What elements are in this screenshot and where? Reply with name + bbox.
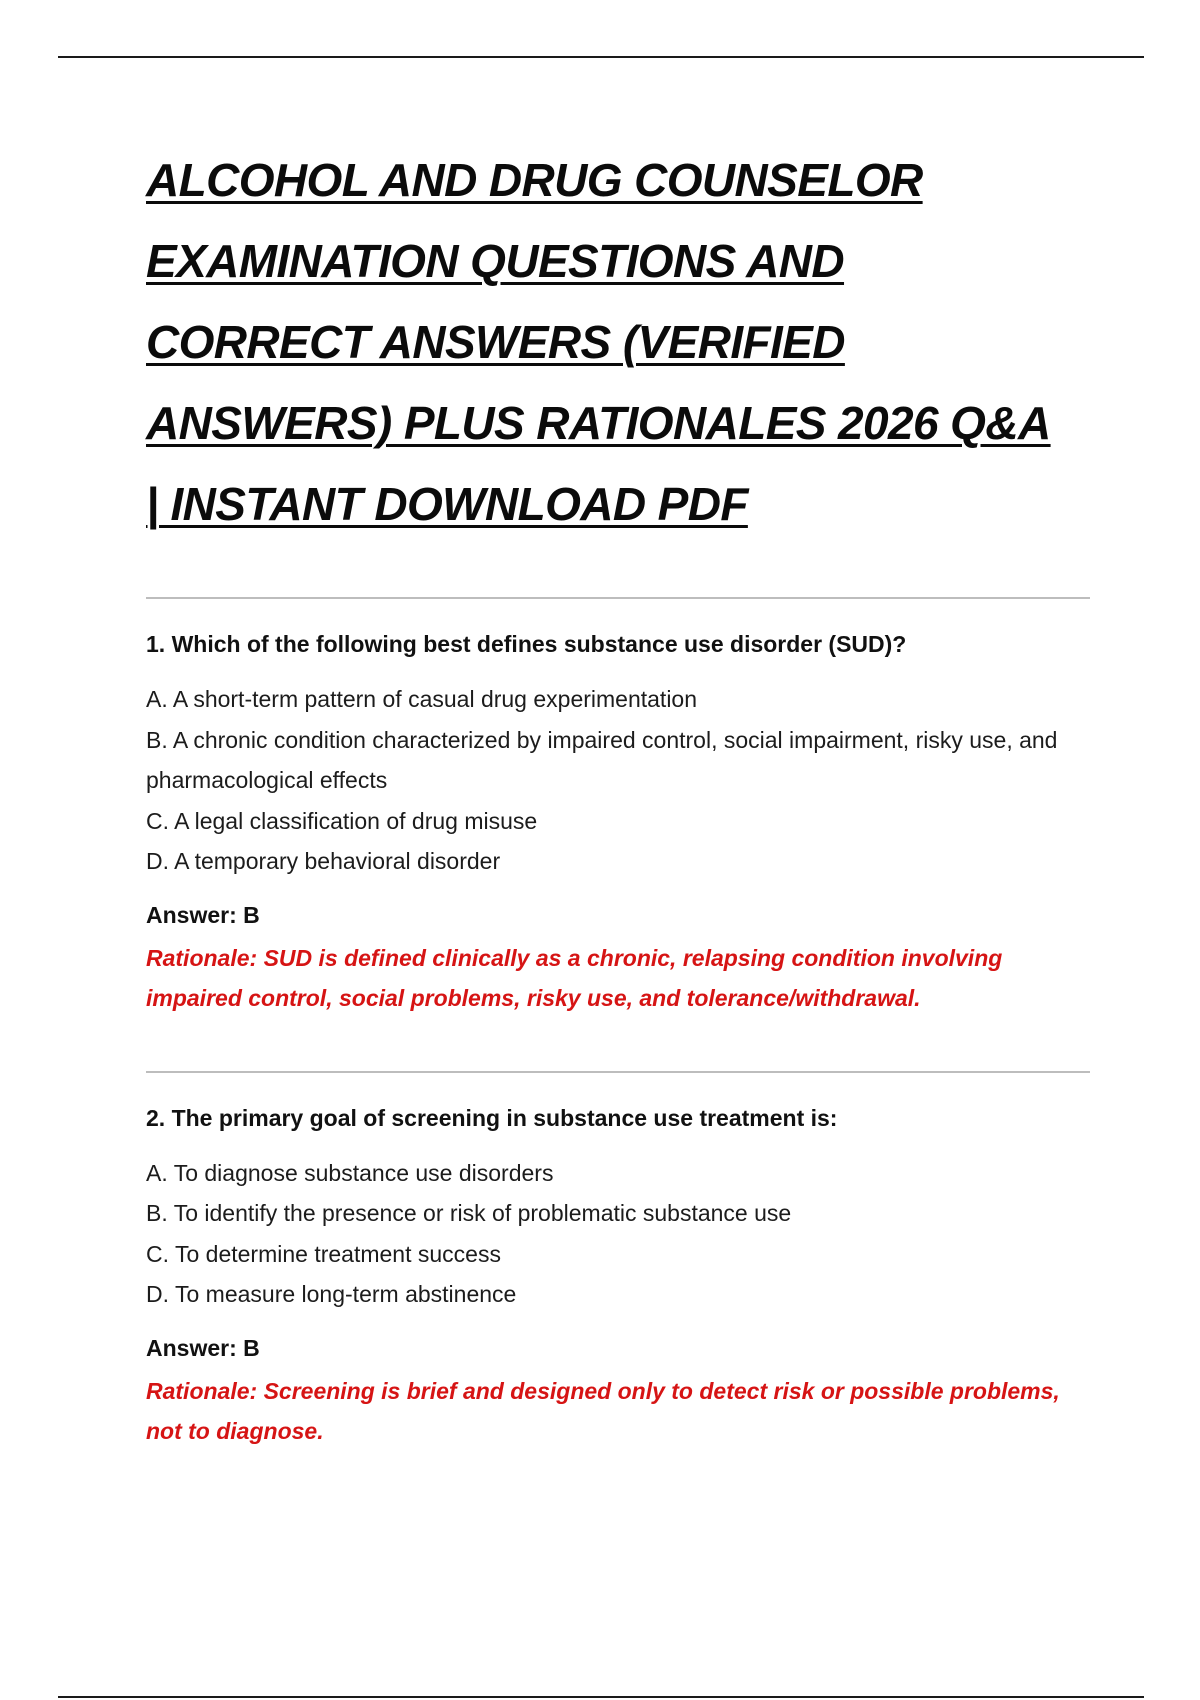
correct-answer: Answer: B <box>146 1334 260 1361</box>
answer-option-a: A. A short-term pattern of casual drug experimentation <box>146 686 698 712</box>
title-line: | INSTANT DOWNLOAD PDF <box>146 478 748 530</box>
question-text: 2. The primary goal of screening in substance use treatment is: <box>146 1104 838 1131</box>
answer-option-b: B. A chronic condition characterized by impaired control, social impairment, risky use, and pharmacological effects <box>146 726 1058 793</box>
answer-option-c: C. A legal classification of drug misuse <box>146 807 538 834</box>
page-bottom-rule <box>58 1696 1144 1698</box>
question-text: 1. Which of the following best defines substance use disorder (SUD)? <box>146 631 907 657</box>
rationale-text: Rationale: SUD is defined clinically as a chronic, relapsing condition involving impaired control, social problems, risky use, and tolerance/withdrawal. <box>146 944 1003 1011</box>
question-block-2 <box>146 1103 1090 1452</box>
correct-answer: Answer: B <box>146 901 260 928</box>
answer-option-d: D. To measure long-term abstinence <box>146 1281 517 1307</box>
answer-option-b: B. To identify the presence or risk of problematic substance use <box>146 1200 792 1226</box>
title-line: EXAMINATION QUESTIONS AND <box>146 235 845 287</box>
answer-option-c: C. To determine treatment success <box>146 1240 501 1267</box>
title-line: ANSWERS) PLUS RATIONALES 2026 Q&A <box>146 397 1051 449</box>
document-body <box>146 140 1090 1452</box>
section-divider <box>146 597 1090 599</box>
document-title <box>146 140 1090 545</box>
title-line: CORRECT ANSWERS (VERIFIED <box>146 316 845 368</box>
answer-option-d: D. A temporary behavioral disorder <box>146 848 501 874</box>
page-top-rule <box>58 56 1144 58</box>
answer-option-a: A. To diagnose substance use disorders <box>146 1159 554 1186</box>
rationale-text: Rationale: Screening is brief and designed only to detect risk or possible problems, not to diagnose. <box>146 1377 1060 1444</box>
question-block-1 <box>146 629 1090 1019</box>
title-line: ALCOHOL AND DRUG COUNSELOR <box>146 154 923 206</box>
section-divider <box>146 1071 1090 1073</box>
